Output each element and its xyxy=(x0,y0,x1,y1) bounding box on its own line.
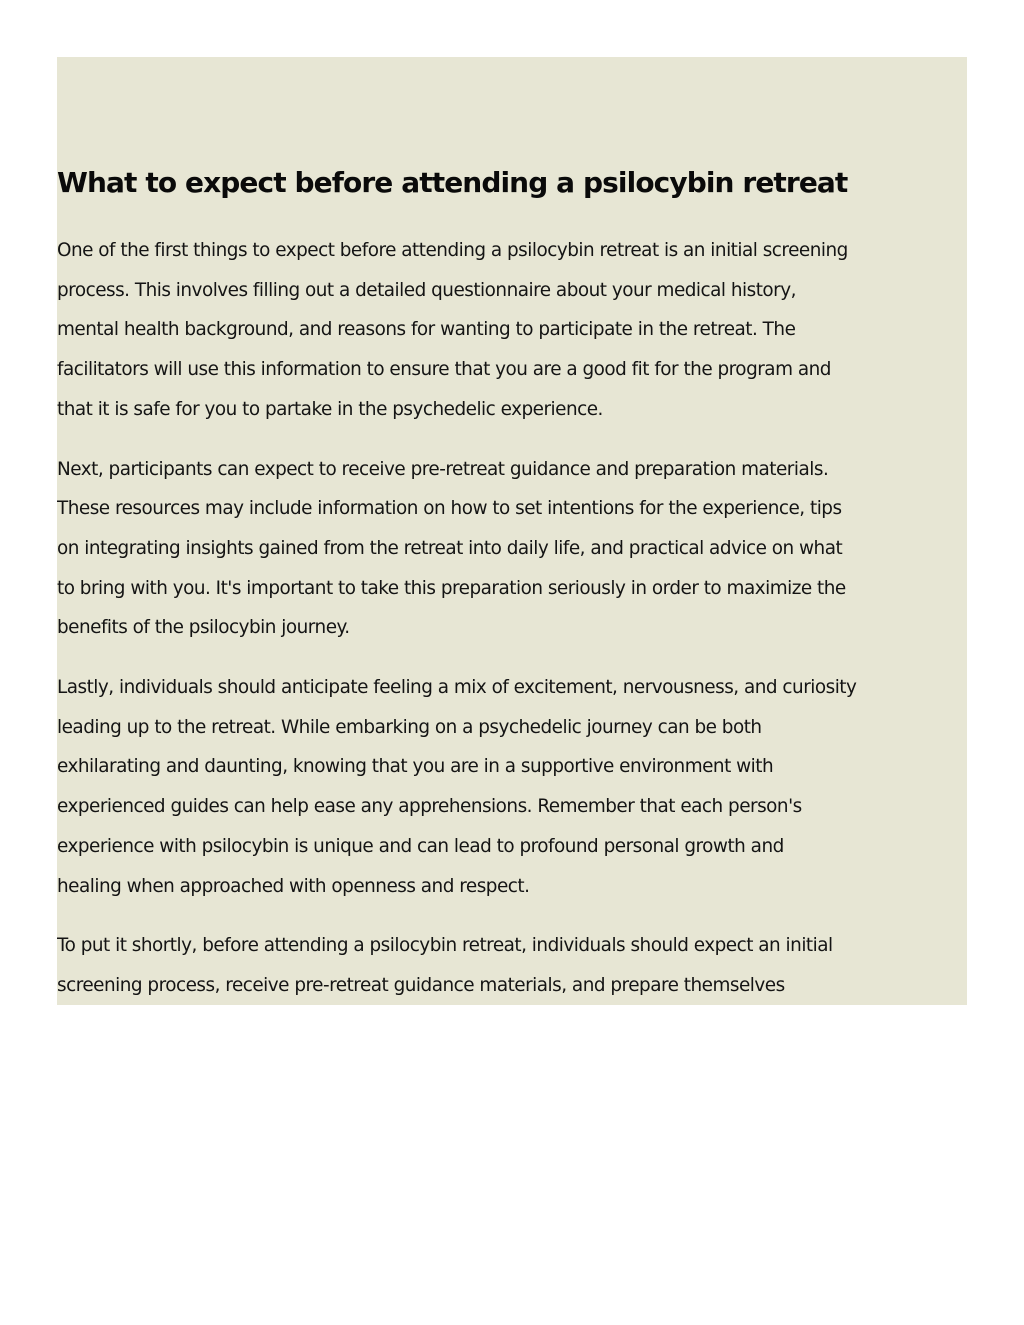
text-line: mental health background, and reasons for wanting to participate in the retreat. The xyxy=(57,319,796,341)
text-line: to bring with you. It's important to take this preparation seriously in order to maximize the xyxy=(57,577,846,599)
paragraph-preparation xyxy=(57,450,967,649)
text-line: These resources may include information on how to set intentions for the experience, tips xyxy=(57,498,842,520)
text-line: To put it shortly, before attending a psilocybin retreat, individuals should expect an initial xyxy=(57,935,833,957)
text-line: exhilarating and daunting, knowing that you are in a supportive environment with xyxy=(57,756,774,778)
text-line: that it is safe for you to partake in the psychedelic experience. xyxy=(57,398,603,420)
paragraph-feelings xyxy=(57,668,967,906)
article-content xyxy=(57,165,967,1005)
text-line: benefits of the psilocybin journey. xyxy=(57,617,350,639)
text-line: Lastly, individuals should anticipate feeling a mix of excitement, nervousness, and curiosity xyxy=(57,677,857,699)
article-title: What to expect before attending a psilocybin retreat xyxy=(57,166,848,199)
paragraph-summary xyxy=(57,926,967,1005)
text-line: process. This involves filling out a detailed questionnaire about your medical history, xyxy=(57,279,796,301)
text-line: facilitators will use this information to ensure that you are a good fit for the program and xyxy=(57,359,831,381)
text-line: One of the first things to expect before attending a psilocybin retreat is an initial screening xyxy=(57,240,848,261)
paragraph-screening xyxy=(57,231,967,430)
text-line: experience with psilocybin is unique and can lead to profound personal growth and xyxy=(57,835,784,857)
article-panel xyxy=(57,57,967,1005)
text-line: screening process, receive pre-retreat guidance materials, and prepare themselves xyxy=(57,974,785,996)
text-line: Next, participants can expect to receive pre-retreat guidance and preparation materials. xyxy=(57,458,829,480)
text-line: healing when approached with openness and respect. xyxy=(57,875,530,897)
text-line: on integrating insights gained from the retreat into daily life, and practical advice on what xyxy=(57,537,843,559)
text-line: experienced guides can help ease any apprehensions. Remember that each person's xyxy=(57,796,802,818)
text-line: leading up to the retreat. While embarking on a psychedelic journey can be both xyxy=(57,716,762,738)
